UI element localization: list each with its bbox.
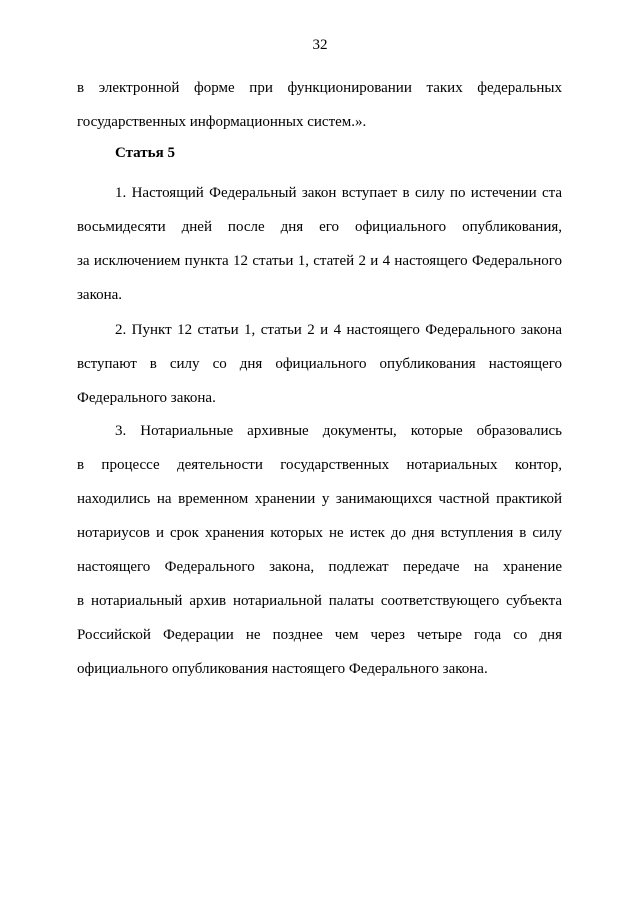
text-line: Российской Федерации не позднее чем через четыре года со дня <box>77 627 562 643</box>
text-line: 3. Нотариальные архивные документы, которые образовались <box>115 423 562 439</box>
page-number: 32 <box>312 37 328 53</box>
text-line: настоящего Федерального закона, подлежат передаче на хранение <box>77 559 562 575</box>
article-paragraph-1 <box>77 176 562 312</box>
text-line: в процессе деятельности государственных нотариальных контор, <box>77 457 562 473</box>
text-line: 1. Настоящий Федеральный закон вступает в силу по истечении ста <box>115 185 562 201</box>
text-line: закона. <box>77 287 123 303</box>
text-line: официального опубликования настоящего Федерального закона. <box>77 661 488 677</box>
text-line: нотариусов и срок хранения которых не истек до дня вступления в силу <box>77 525 562 541</box>
article-paragraph-2 <box>77 313 562 415</box>
text-line: в электронной форме при функционировании таких федеральных <box>77 80 562 96</box>
text-line: находились на временном хранении у занимающихся частной практикой <box>77 491 562 507</box>
text-line: вступают в силу со дня официального опубликования настоящего <box>77 356 562 372</box>
article-heading: Статья 5 <box>115 145 175 161</box>
text-line: 2. Пункт 12 статьи 1, статьи 2 и 4 настоящего Федерального закона <box>115 322 562 338</box>
text-line: за исключением пункта 12 статьи 1, статей 2 и 4 настоящего Федерального <box>77 253 562 269</box>
text-line: в нотариальный архив нотариальной палаты соответствующего субъекта <box>77 593 562 609</box>
text-line: Федерального закона. <box>77 390 216 406</box>
article-paragraph-3 <box>77 414 562 686</box>
text-line: восьмидесяти дней после дня его официального опубликования, <box>77 219 562 235</box>
text-line: государственных информационных систем.». <box>77 114 367 130</box>
intro-paragraph <box>77 71 562 139</box>
